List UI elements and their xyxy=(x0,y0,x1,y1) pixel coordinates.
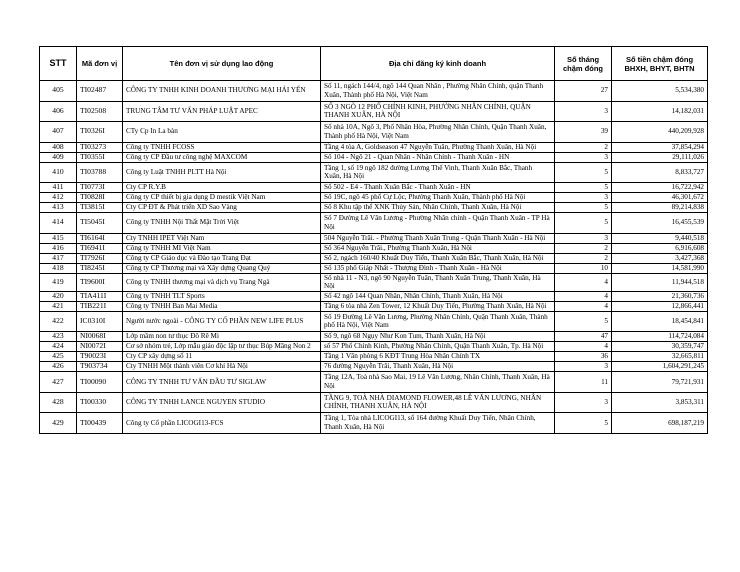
row-stt: 425 xyxy=(40,352,77,362)
row-months-late: 4 xyxy=(555,291,612,301)
row-address: Số 7 Đường Lê Văn Lương - Phường Nhân chính - Quận Thanh Xuân - TP Hà Nội xyxy=(321,213,555,234)
row-unit-name: Công ty CP Đầu tư công nghệ MAXCOM xyxy=(123,152,321,162)
table-row xyxy=(40,263,708,273)
row-months-late: 2 xyxy=(555,243,612,253)
row-address: Số nhà 10A, Ngõ 3, Phố Nhân Hòa, Phường Nhân Chính, Quận Thanh Xuân, Thành phố Hà Nội, Việt Nam xyxy=(321,122,555,143)
row-unit-code: T903734 xyxy=(77,362,123,372)
row-unit-code: TI0828I xyxy=(77,193,123,203)
row-stt: 421 xyxy=(40,301,77,311)
table-row xyxy=(40,233,708,243)
table-row xyxy=(40,213,708,234)
row-months-late: 5 xyxy=(555,203,612,213)
row-stt: 420 xyxy=(40,291,77,301)
row-unit-name: CÔNG TY TNHH TƯ VẤN ĐẦU TƯ SIGLAW xyxy=(123,372,321,393)
header-address: Địa chỉ đăng ký kinh doanh xyxy=(321,47,555,81)
row-months-late: 5 xyxy=(555,311,612,332)
row-months-late: 5 xyxy=(555,183,612,193)
table-row xyxy=(40,193,708,203)
table-row xyxy=(40,152,708,162)
row-amount-late: 37,854,294 xyxy=(612,142,708,152)
row-amount-late: 3,427,368 xyxy=(612,253,708,263)
row-unit-code: NI0068I xyxy=(77,332,123,342)
row-months-late: 11 xyxy=(555,372,612,393)
row-unit-name: Công ty TNHH Ban Mai Media xyxy=(123,301,321,311)
row-months-late: 3 xyxy=(555,101,612,122)
row-unit-name: Công ty Cổ phần LICOGI13-FCS xyxy=(123,413,321,434)
row-amount-late: 440,209,928 xyxy=(612,122,708,143)
row-address: Số 19C, ngõ 45 phố Cự Lộc, Phường Thanh Xuân, Thành phố Hà Nội xyxy=(321,193,555,203)
row-stt: 426 xyxy=(40,362,77,372)
row-unit-code: TI9600I xyxy=(77,273,123,291)
table-row xyxy=(40,413,708,434)
row-address: Số 364 Nguyễn Trãi., Phường Thanh Xuân, Hà Nội xyxy=(321,243,555,253)
row-address: Tầng 4 tòa A, Goldseason 47 Nguyễn Tuân, Phường Thanh Xuân, Hà Nội xyxy=(321,142,555,152)
row-unit-name: CTy Cp In La bàn xyxy=(123,122,321,143)
row-amount-late: 30,359,747 xyxy=(612,342,708,352)
row-unit-code: IC0310I xyxy=(77,311,123,332)
row-address: Tầng 12A, Toà nhà Sao Mai, 19 Lê Văn Lương, Nhân Chính, Thanh Xuân, Hà Nội xyxy=(321,372,555,393)
row-amount-late: 8,833,727 xyxy=(612,162,708,183)
row-amount-late: 29,111,026 xyxy=(612,152,708,162)
table-row xyxy=(40,122,708,143)
row-stt: 410 xyxy=(40,162,77,183)
row-stt: 406 xyxy=(40,101,77,122)
row-unit-name: Công ty Luật TNHH PLTT Hà Nội xyxy=(123,162,321,183)
row-amount-late: 14,182,031 xyxy=(612,101,708,122)
row-unit-name: Cty TNHH IPET Việt Nam xyxy=(123,233,321,243)
row-amount-late: 89,214,838 xyxy=(612,203,708,213)
table-row xyxy=(40,362,708,372)
row-stt: 414 xyxy=(40,213,77,234)
row-stt: 427 xyxy=(40,372,77,393)
row-months-late: 27 xyxy=(555,81,612,102)
row-unit-name: Công ty CP Thương mại và Xây dựng Quang Quý xyxy=(123,263,321,273)
row-unit-code: TI7926I xyxy=(77,253,123,263)
row-address: Tầng 1, số 19 ngõ 182 đường Lương Thế Vinh, Thanh Xuân Bắc, Thanh Xuân, Hà Nội xyxy=(321,162,555,183)
row-unit-code: TI3815I xyxy=(77,203,123,213)
header-unit-name: Tên đơn vị sử dụng lao động xyxy=(123,47,321,81)
table-row xyxy=(40,342,708,352)
row-months-late: 47 xyxy=(555,332,612,342)
row-amount-late: 46,301,672 xyxy=(612,193,708,203)
row-months-late: 3 xyxy=(555,152,612,162)
table-row xyxy=(40,372,708,393)
row-months-late: 5 xyxy=(555,413,612,434)
row-unit-name: Công ty CP Giáo dục và Đào tạo Trang Đạt xyxy=(123,253,321,263)
table-row xyxy=(40,301,708,311)
row-unit-name: Công ty TNHH MI Việt Nam xyxy=(123,243,321,253)
row-unit-name: Cty CP ĐT & Phát triển XD Sao Vàng xyxy=(123,203,321,213)
row-address: Số 502 - E4 - Thanh Xuân Bắc - Thanh Xuân - HN xyxy=(321,183,555,193)
row-unit-code: TI03273 xyxy=(77,142,123,152)
row-months-late: 4 xyxy=(555,301,612,311)
row-amount-late: 9,440,518 xyxy=(612,233,708,243)
row-unit-name: Cty CP xây dựng số 11 xyxy=(123,352,321,362)
row-months-late: 5 xyxy=(555,162,612,183)
row-amount-late: 21,360,736 xyxy=(612,291,708,301)
table-row xyxy=(40,332,708,342)
row-stt: 429 xyxy=(40,413,77,434)
row-stt: 411 xyxy=(40,183,77,193)
row-unit-name: Công ty TNHH Nội Thất Mặt Trời Việt xyxy=(123,213,321,234)
row-address: số 57 Phố Chính Kinh, Phường Nhân Chính, Quận Thanh Xuân, Tp. Hà Nội xyxy=(321,342,555,352)
table-row xyxy=(40,243,708,253)
row-address: TẦNG 9, TOÀ NHÀ DIAMOND FLOWER,48 LÊ VĂN LƯƠNG, NHÂN CHÍNH, THANH XUÂN, HÀ NỘI xyxy=(321,392,555,413)
debt-table xyxy=(39,46,708,434)
table-row xyxy=(40,273,708,291)
row-stt: 408 xyxy=(40,142,77,152)
header-stt: STT xyxy=(40,47,77,81)
row-address: Số 2, ngách 160/40 Khuất Duy Tiến, Thanh Xuân Bắc, Thanh Xuân, Hà Nội xyxy=(321,253,555,263)
row-address: 76 đường Nguyễn Trãi, Thanh Xuân, Hà Nội xyxy=(321,362,555,372)
row-unit-name: Cty TNHH Một thành viên Cơ khí Hà Nội xyxy=(123,362,321,372)
row-address: Số 42 ngõ 144 Quan Nhân, Nhân Chính, Thanh Xuân, Hà Nội xyxy=(321,291,555,301)
row-months-late: 3 xyxy=(555,233,612,243)
row-months-late: 3 xyxy=(555,362,612,372)
row-months-late: 36 xyxy=(555,352,612,362)
row-address: Số 9, ngõ 68 Ngụy Như Kon Tum, Thanh Xuân, Hà Nội xyxy=(321,332,555,342)
row-amount-late: 5,534,380 xyxy=(612,81,708,102)
header-unit-code: Mã đơn vị xyxy=(77,47,123,81)
row-amount-late: 6,916,608 xyxy=(612,243,708,253)
row-unit-code: TI0326I xyxy=(77,122,123,143)
row-stt: 407 xyxy=(40,122,77,143)
row-unit-name: Cơ sở nhóm trẻ, Lớp mẫu giáo độc lập tư thục Búp Măng Non 2 xyxy=(123,342,321,352)
row-address: Số 8 Khu tập thể XNK Thủy Sản, Nhân Chính, Thanh Xuân, Hà Nội xyxy=(321,203,555,213)
row-stt: 424 xyxy=(40,342,77,352)
row-address: SỐ 3 NGÕ 12 PHỐ CHÍNH KINH, PHƯỜNG NHÂN CHÍNH, QUẬN THANH XUÂN, HÀ NỘI xyxy=(321,101,555,122)
row-amount-late: 12,866,441 xyxy=(612,301,708,311)
table-row xyxy=(40,253,708,263)
row-amount-late: 1,604,291,245 xyxy=(612,362,708,372)
table-body xyxy=(40,81,708,434)
row-amount-late: 114,724,084 xyxy=(612,332,708,342)
row-unit-name: TRUNG TÂM TƯ VẤN PHÁP LUẬT APEC xyxy=(123,101,321,122)
row-unit-name: Người nước ngoài - CÔNG TY CỔ PHẦN NEW LIFE PLUS xyxy=(123,311,321,332)
row-unit-code: TI0773I xyxy=(77,183,123,193)
row-unit-code: TI00330 xyxy=(77,392,123,413)
table-header xyxy=(40,47,708,81)
row-amount-late: 79,721,931 xyxy=(612,372,708,393)
row-months-late: 4 xyxy=(555,342,612,352)
row-unit-code: TI0355I xyxy=(77,152,123,162)
row-stt: 419 xyxy=(40,273,77,291)
row-unit-code: TI5045I xyxy=(77,213,123,234)
row-stt: 413 xyxy=(40,203,77,213)
header-amount-late: Số tiền chậm đóng BHXH, BHYT, BHTN xyxy=(612,47,708,81)
row-stt: 428 xyxy=(40,392,77,413)
row-months-late: 39 xyxy=(555,122,612,143)
row-amount-late: 11,944,518 xyxy=(612,273,708,291)
row-address: Số 104 - Ngõ 21 - Quan Nhân - Nhân Chính - Thanh Xuân - HN xyxy=(321,152,555,162)
row-stt: 409 xyxy=(40,152,77,162)
row-address: Số 19 Đường Lê Văn Lương, Phường Nhân Chính, Quận Thanh Xuân, Thành phố Hà Nội, Việt Nam xyxy=(321,311,555,332)
row-months-late: 3 xyxy=(555,392,612,413)
row-stt: 417 xyxy=(40,253,77,263)
row-unit-code: TI00439 xyxy=(77,413,123,434)
table-row xyxy=(40,162,708,183)
row-months-late: 2 xyxy=(555,142,612,152)
row-unit-code: NI0072I xyxy=(77,342,123,352)
row-amount-late: 16,455,539 xyxy=(612,213,708,234)
row-months-late: 2 xyxy=(555,253,612,263)
row-unit-code: TI6164I xyxy=(77,233,123,243)
row-unit-name: CÔNG TY TNHH LANCE NGUYEN STUDIO xyxy=(123,392,321,413)
row-stt: 423 xyxy=(40,332,77,342)
header-months-late: Số tháng chậm đóng xyxy=(555,47,612,81)
row-months-late: 3 xyxy=(555,193,612,203)
row-amount-late: 14,581,990 xyxy=(612,263,708,273)
row-amount-late: 18,454,841 xyxy=(612,311,708,332)
row-unit-code: TI03788 xyxy=(77,162,123,183)
row-months-late: 10 xyxy=(555,263,612,273)
row-unit-name: Cty CP R.Y.B xyxy=(123,183,321,193)
row-unit-name: Công ty TNHH FCOSS xyxy=(123,142,321,152)
row-stt: 418 xyxy=(40,263,77,273)
row-months-late: 5 xyxy=(555,213,612,234)
row-unit-code: TIB221I xyxy=(77,301,123,311)
row-address: Tầng 1 Văn phòng 6 KĐT Trung Hòa Nhân Chính TX xyxy=(321,352,555,362)
row-unit-code: TI8245I xyxy=(77,263,123,273)
row-address: Số 135 phố Giáp Nhất - Thượng Đình - Thanh Xuân - Hà Nội xyxy=(321,263,555,273)
row-stt: 405 xyxy=(40,81,77,102)
table-row xyxy=(40,291,708,301)
row-stt: 422 xyxy=(40,311,77,332)
row-stt: 412 xyxy=(40,193,77,203)
row-unit-code: TI00090 xyxy=(77,372,123,393)
table-row xyxy=(40,142,708,152)
row-address: Tầng 6 tòa nhà Zen Tower, 12 Khuất Duy Tiến, Phường Thanh Xuân, Hà Nội xyxy=(321,301,555,311)
table-row xyxy=(40,311,708,332)
row-address: Tầng 1, Tòa nhà LICOGI13, số 164 đường Khuất Duy Tiến, Nhân Chính, Thanh Xuân, Hà Nội xyxy=(321,413,555,434)
table-row xyxy=(40,183,708,193)
row-stt: 416 xyxy=(40,243,77,253)
row-unit-name: Công ty TNHH TLT Sports xyxy=(123,291,321,301)
row-unit-code: TI6941I xyxy=(77,243,123,253)
row-amount-late: 698,187,219 xyxy=(612,413,708,434)
row-unit-code: TIA411I xyxy=(77,291,123,301)
table-row xyxy=(40,392,708,413)
row-amount-late: 32,665,811 xyxy=(612,352,708,362)
row-unit-code: TI02487 xyxy=(77,81,123,102)
row-unit-name: Công ty TNHH thương mại và dịch vụ Trang Ngà xyxy=(123,273,321,291)
table-row xyxy=(40,81,708,102)
row-unit-name: Công ty CP thiết bị gia dụng D mestik Việt Nam xyxy=(123,193,321,203)
row-amount-late: 16,722,942 xyxy=(612,183,708,193)
row-address: Số 11, ngách 144/4, ngõ 144 Quan Nhân , Phường Nhân Chính, quận Thanh Xuân, Thành phố Hà Nội, Việt Nam xyxy=(321,81,555,102)
row-months-late: 4 xyxy=(555,273,612,291)
table-row xyxy=(40,203,708,213)
row-address: 504 Nguyễn Trãi. - Phường Thanh Xuân Trung - Quận Thanh Xuân - Hà Nội xyxy=(321,233,555,243)
row-unit-name: Lớp mầm non tư thục Đô Rê Mi xyxy=(123,332,321,342)
table-row xyxy=(40,352,708,362)
row-amount-late: 3,853,311 xyxy=(612,392,708,413)
row-stt: 415 xyxy=(40,233,77,243)
row-unit-name: CÔNG TY TNHH KINH DOANH THƯƠNG MẠI HẢI YẾN xyxy=(123,81,321,102)
row-unit-code: T90023I xyxy=(77,352,123,362)
row-address: Số nhà 11 - N3, ngõ 90 Nguyễn Tuân, Thanh Xuân Trung, Thanh Xuân, Hà Nội xyxy=(321,273,555,291)
table-row xyxy=(40,101,708,122)
row-unit-code: TI02508 xyxy=(77,101,123,122)
